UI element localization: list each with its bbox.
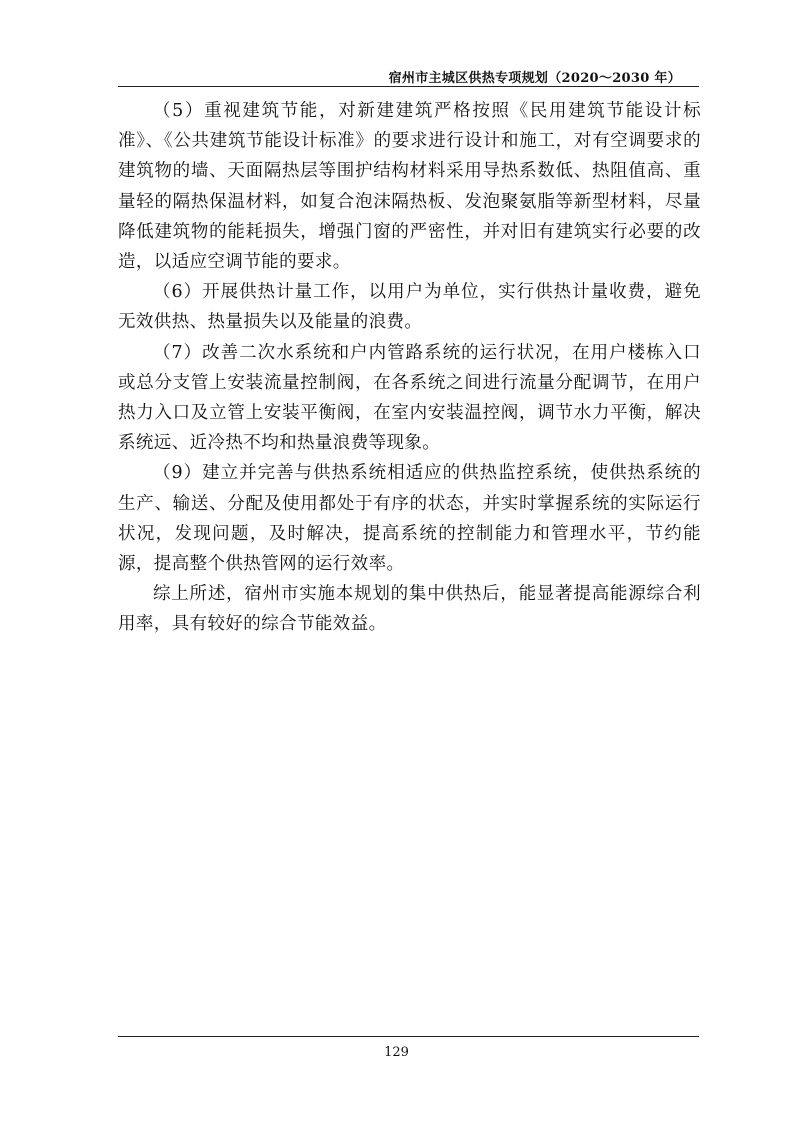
paragraph-secondary-water-system: （7）改善二次水系统和户内管路系统的运行状况，在用户楼栋入口或总分支管上安装流量控制阀，在各系统之间进行流量分配调节，在用户热力入口及立管上安装平衡阀，在室内安装温控阀，调节水力平衡，解决系统远、近冷热不均和热量浪费等现象。 (118, 342, 701, 454)
document-body (118, 96, 701, 640)
footer-divider (118, 1036, 699, 1037)
paragraph-summary: 综上所述，宿州市实施本规划的集中供热后，能显著提高能源综合利用率，具有较好的综合节能效益。 (118, 584, 701, 635)
page-number: 129 (384, 1045, 409, 1060)
paragraph-monitoring-system: （9）建立并完善与供热系统相适应的供热监控系统，使供热系统的生产、输送、分配及使用都处于有序的状态，并实时掌握系统的实际运行状况，发现问题，及时解决，提高系统的控制能力和管理水平，节约能源，提高整个供热管网的运行效率。 (118, 463, 701, 575)
paragraph-building-energy-saving: （5）重视建筑节能，对新建建筑严格按照《民用建筑节能设计标准》、《公共建筑节能设计标准》的要求进行设计和施工，对有空调要求的建筑物的墙、天面隔热层等围护结构材料采用导热系数低、热阻值高、重量轻的隔热保温材料，如复合泡沫隔热板、发泡聚氨脂等新型材料，尽量降低建筑物的能耗损失，增强门窗的严密性，并对旧有建筑实行必要的改造，以适应空调节能的要求。 (118, 101, 701, 273)
paragraph-heat-metering: （6）开展供热计量工作，以用户为单位，实行供热计量收费，避免无效供热、热量损失以及能量的浪费。 (118, 282, 701, 333)
header-title: 宿州市主城区供热专项规划（2020～2030 年） (388, 71, 681, 86)
header-divider (118, 86, 699, 87)
